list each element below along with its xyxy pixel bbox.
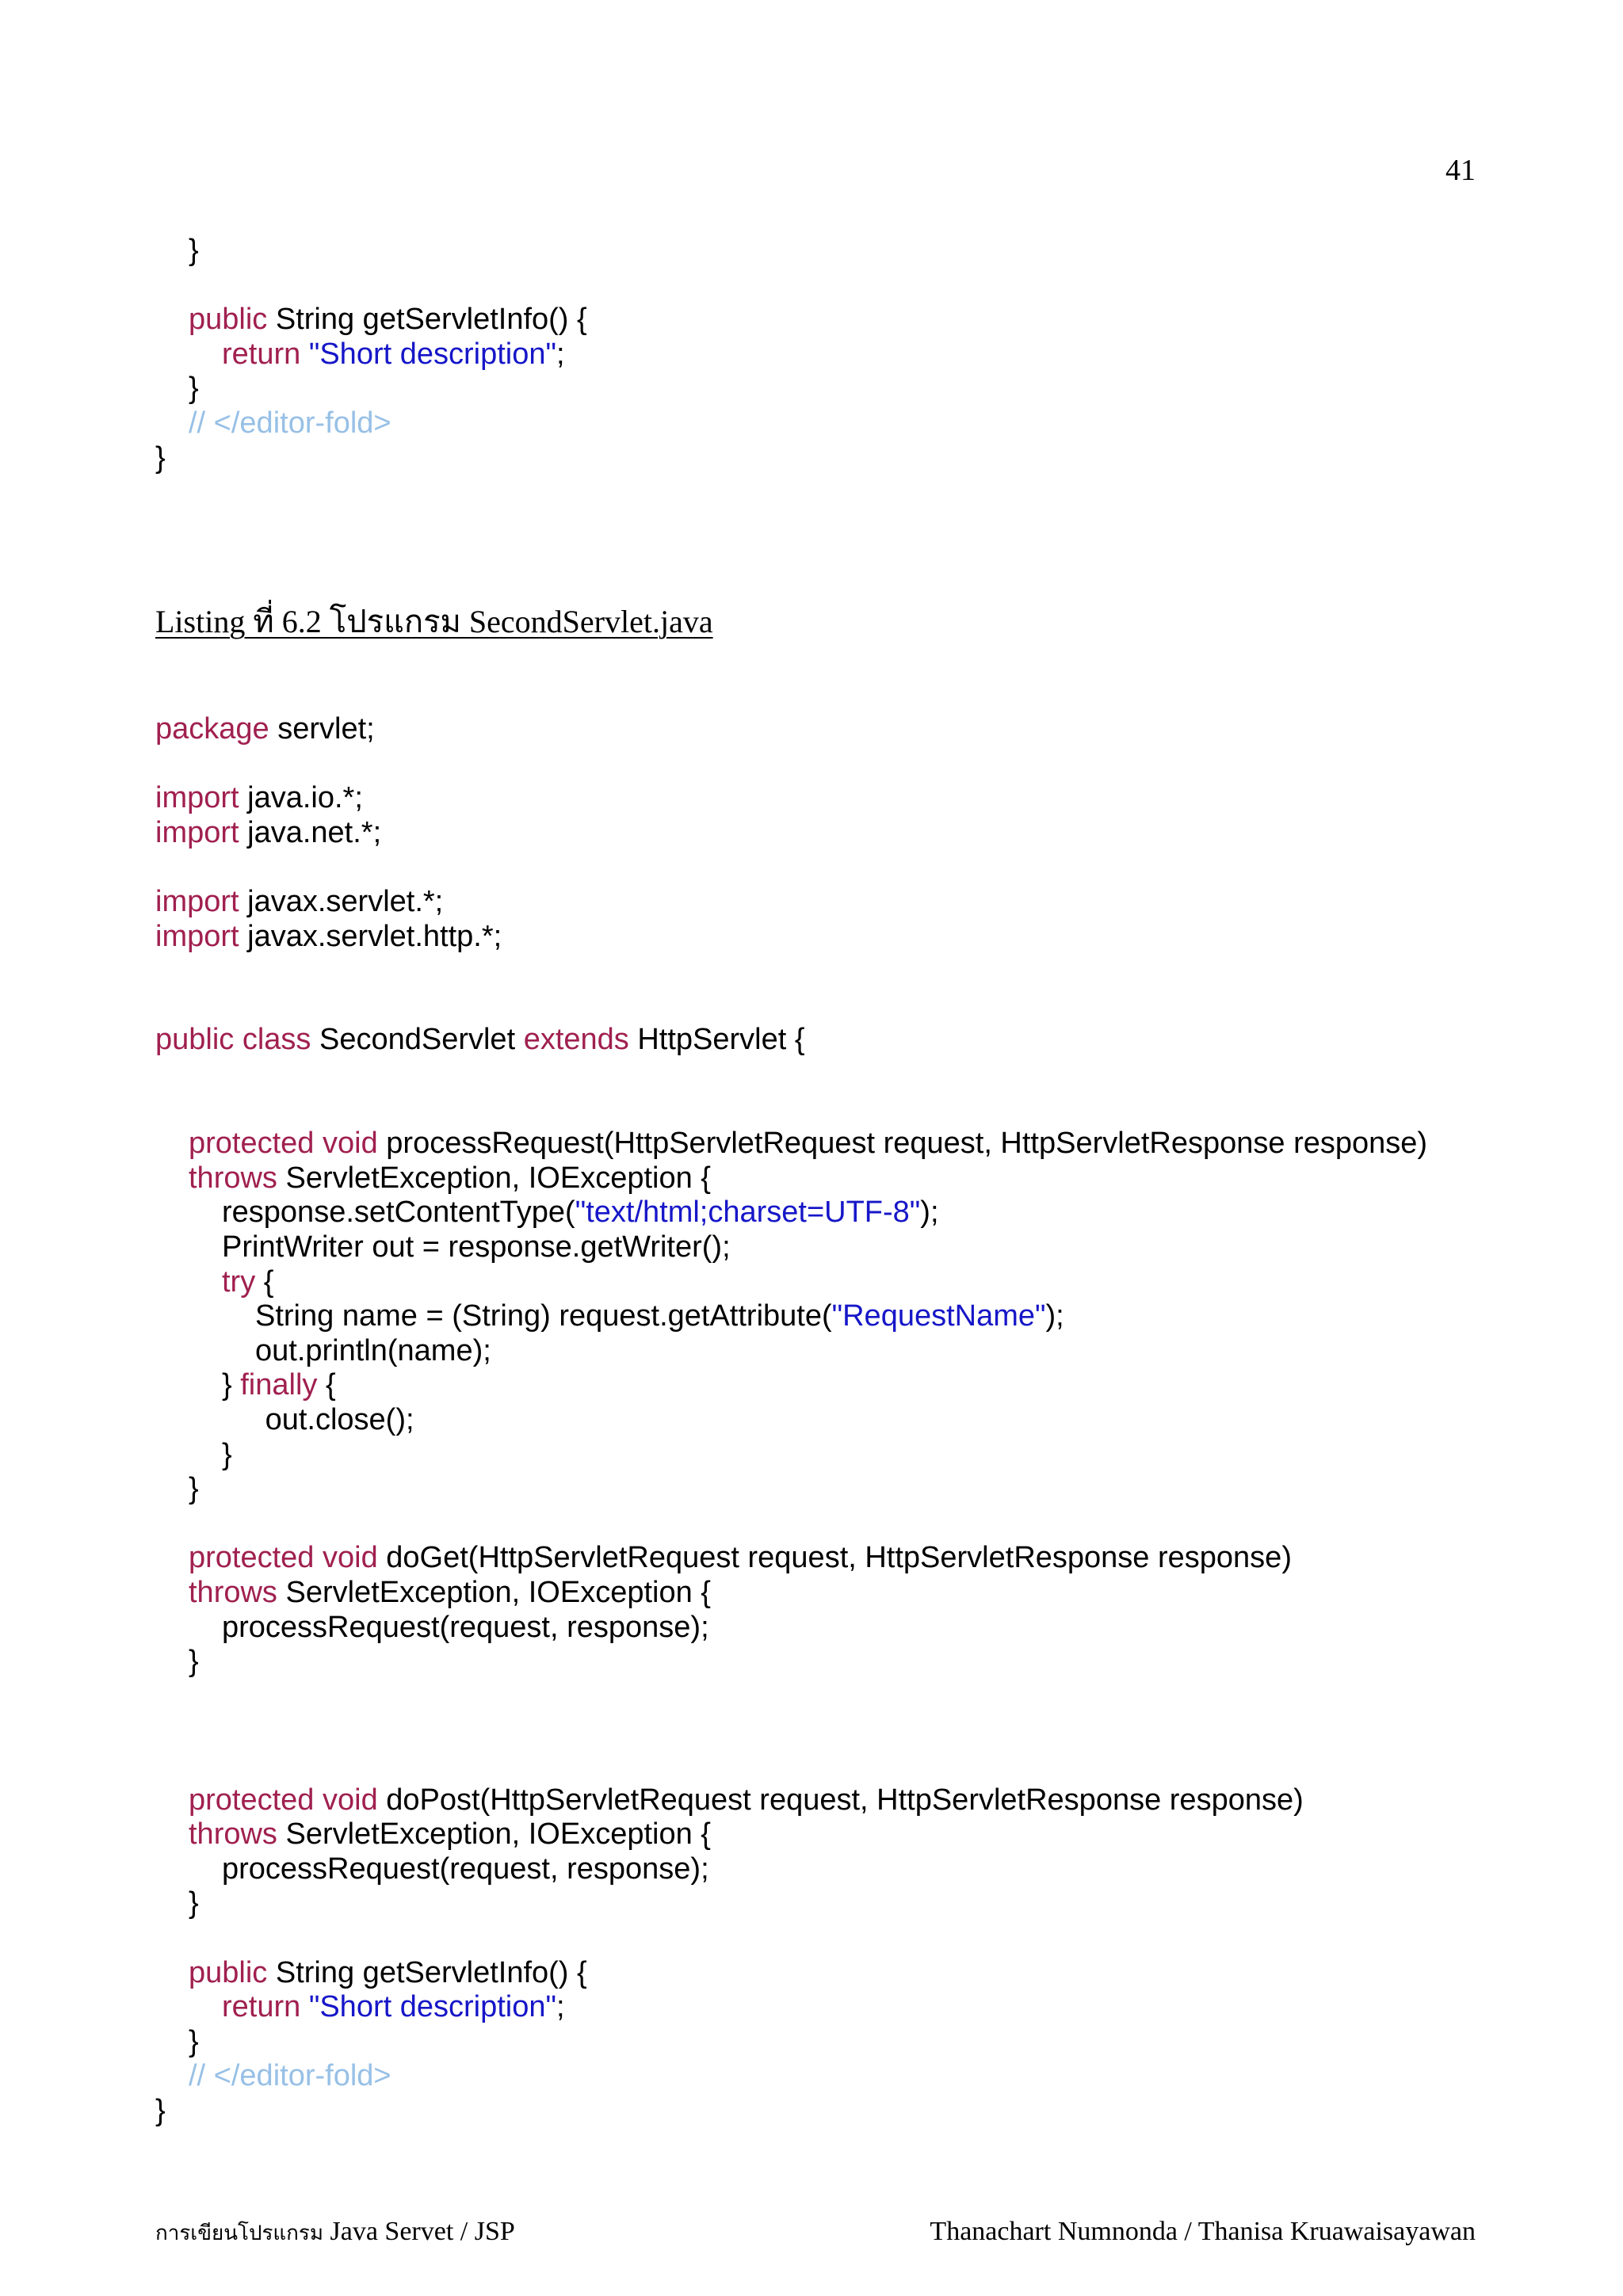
code-keyword: public (189, 303, 268, 337)
code-keyword: public class (155, 1023, 311, 1057)
footer-authors: Thanachart Numnonda / Thanisa Kruawaisayawan (930, 2217, 1476, 2246)
code-text: } (189, 2024, 199, 2058)
code-line (189, 2058, 391, 2093)
code-text: String name = (String) request.getAttribute( (255, 1299, 832, 1333)
code-text (300, 1990, 309, 2023)
code-comment: // </editor-fold> (189, 406, 391, 440)
code-line (222, 1610, 709, 1645)
code-text: } (155, 2094, 166, 2127)
code-line (222, 337, 565, 372)
code-text: ; (556, 1990, 565, 2024)
code-text: { (255, 1264, 274, 1299)
code-text: javax.servlet.*; (239, 885, 444, 918)
code-line (189, 1886, 199, 1920)
code-line (155, 780, 363, 815)
code-string: "Short description" (308, 337, 556, 371)
code-text: } (155, 441, 166, 475)
code-text: PrintWriter out = response.getWriter(); (222, 1230, 731, 1264)
code-text: SecondServlet (311, 1023, 524, 1057)
code-keyword: protected void (189, 1541, 378, 1575)
code-line (222, 1230, 731, 1264)
code-keyword: public (189, 1955, 268, 1989)
code-text: ServletException, IOException { (277, 1576, 711, 1609)
code-keyword: return (222, 337, 301, 371)
code-line (189, 371, 199, 406)
code-comment: // </editor-fold> (189, 2059, 391, 2093)
code-line (189, 2024, 199, 2059)
code-line (189, 1644, 199, 1679)
code-line (222, 1437, 232, 1472)
code-text: { (317, 1368, 336, 1402)
code-line (189, 1955, 587, 1990)
code-line (189, 1161, 711, 1196)
code-line (222, 1195, 939, 1230)
code-text: String getServletInfo() { (267, 303, 587, 337)
code-line (255, 1333, 491, 1368)
code-line (189, 1575, 711, 1610)
code-keyword: extends (523, 1023, 629, 1057)
code-text: HttpServlet { (628, 1023, 805, 1057)
code-text: String getServletInfo() { (267, 1955, 587, 1989)
code-keyword: package (155, 712, 269, 746)
code-line (155, 711, 375, 746)
code-keyword: try (222, 1264, 256, 1299)
code-text (300, 338, 309, 371)
footer-book-title: Java Servet / JSP (323, 2217, 515, 2246)
code-keyword: import (155, 781, 239, 815)
code-text: servlet; (269, 712, 375, 746)
code-line (155, 441, 166, 475)
code-line (189, 1817, 711, 1852)
footer-left (155, 2217, 515, 2249)
code-text: doPost(HttpServletRequest request, HttpServletResponse response) (377, 1783, 1304, 1817)
code-line (255, 1299, 1064, 1333)
code-text: ); (920, 1196, 939, 1230)
code-text: processRequest(request, response); (222, 1852, 709, 1886)
code-keyword: import (155, 885, 239, 918)
code-line (155, 884, 443, 919)
code-text: ; (556, 337, 565, 371)
code-keyword: return (222, 1990, 301, 2024)
listing-caption: Listing ที่ 6.2 โปรแกรม SecondServlet.java (155, 604, 713, 639)
code-keyword: throws (189, 1576, 277, 1609)
code-line (155, 2093, 166, 2128)
code-text: } (189, 234, 199, 267)
code-text: } (189, 372, 199, 406)
code-text: ServletException, IOException { (277, 1817, 711, 1852)
code-string: "Short description" (308, 1990, 556, 2024)
code-line (222, 1367, 336, 1402)
code-text: } (222, 1437, 232, 1471)
code-keyword: throws (189, 1817, 277, 1852)
code-text: } (189, 1645, 199, 1679)
code-text: out.println(name); (255, 1333, 491, 1367)
code-line (222, 1264, 273, 1299)
code-line (189, 1126, 1427, 1161)
code-line (189, 233, 199, 268)
code-line (189, 1471, 199, 1506)
code-text: processRequest(HttpServletRequest request, HttpServletResponse response) (377, 1127, 1428, 1161)
code-line (155, 1022, 805, 1057)
code-text: out.close(); (265, 1403, 414, 1436)
footer-book-title-thai: การเขียนโปรแกรม (155, 2222, 324, 2245)
code-keyword: import (155, 815, 239, 849)
code-string: "RequestName" (831, 1299, 1046, 1333)
code-line (189, 406, 391, 441)
code-text: java.io.*; (239, 781, 363, 815)
code-line (189, 1783, 1304, 1817)
code-text: java.net.*; (239, 815, 382, 849)
code-keyword: import (155, 919, 239, 953)
code-keyword: protected void (189, 1783, 378, 1817)
code-text: javax.servlet.http.*; (239, 919, 502, 953)
code-text: ServletException, IOException { (277, 1161, 711, 1195)
code-text: ); (1045, 1299, 1064, 1333)
code-text: } (189, 1886, 199, 1920)
code-line (155, 815, 381, 850)
code-text: doGet(HttpServletRequest request, HttpServletResponse response) (377, 1541, 1292, 1575)
page-number: 41 (1445, 154, 1476, 187)
code-line (222, 1852, 709, 1886)
code-line (265, 1402, 414, 1437)
code-line (222, 1989, 565, 2024)
code-keyword: protected void (189, 1127, 378, 1161)
code-text: response.setContentType( (222, 1196, 575, 1230)
code-line (189, 1540, 1292, 1575)
code-text: } (222, 1368, 241, 1402)
code-line (189, 302, 587, 337)
code-line (155, 919, 502, 954)
code-keyword: throws (189, 1161, 277, 1195)
code-text: } (189, 1472, 199, 1506)
code-text: processRequest(request, response); (222, 1610, 709, 1644)
code-keyword: finally (240, 1368, 318, 1402)
code-string: "text/html;charset=UTF-8" (575, 1196, 921, 1230)
